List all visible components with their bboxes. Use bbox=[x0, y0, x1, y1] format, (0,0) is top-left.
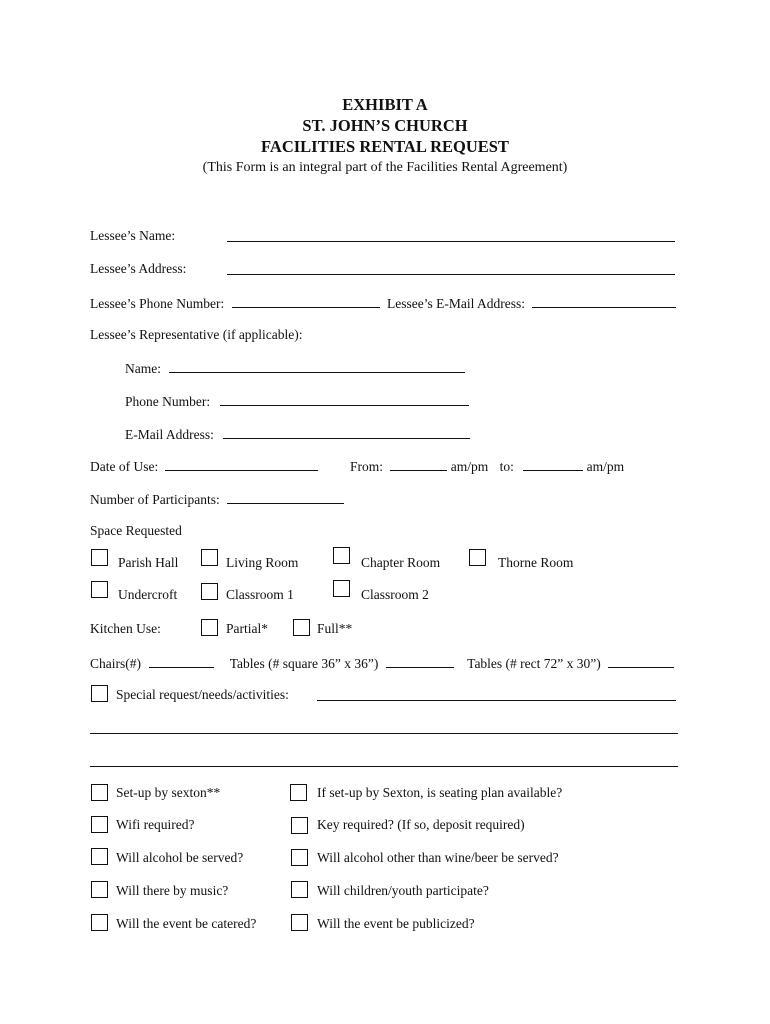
church-name: ST. JOHN’S CHURCH bbox=[302, 116, 468, 135]
date-row bbox=[90, 457, 318, 475]
form-header bbox=[0, 94, 770, 177]
date-field[interactable] bbox=[165, 457, 318, 471]
classroom2-label: Classroom 2 bbox=[361, 587, 429, 602]
kitchen-partial-label: Partial* bbox=[226, 621, 268, 636]
seating-plan-label: If set-up by Sexton, is seating plan available? bbox=[317, 785, 563, 800]
form-subtitle: (This Form is an integral part of the Facilities Rental Agreement) bbox=[202, 160, 568, 175]
chapter-room-label: Chapter Room bbox=[361, 555, 441, 570]
rep-name-label: Name: bbox=[125, 361, 161, 376]
alcohol-label: Will alcohol be served? bbox=[116, 850, 244, 865]
lessee-phone-label: Lessee’s Phone Number: bbox=[90, 296, 225, 311]
space-requested-label: Space Requested bbox=[90, 523, 182, 538]
rep-name-row bbox=[125, 359, 465, 377]
to-ampm: am/pm bbox=[586, 459, 625, 474]
rep-email-label: E-Mail Address: bbox=[125, 427, 214, 442]
key-label: Key required? (If so, deposit required) bbox=[317, 817, 525, 832]
rep-phone-row bbox=[125, 392, 469, 410]
chairs-label: Chairs(#) bbox=[90, 656, 141, 671]
alcohol-checkbox[interactable] bbox=[91, 848, 108, 865]
form-title: FACILITIES RENTAL REQUEST bbox=[261, 137, 509, 156]
thorne-room-label: Thorne Room bbox=[498, 555, 574, 570]
wifi-label: Wifi required? bbox=[116, 817, 195, 832]
catered-checkbox[interactable] bbox=[91, 914, 108, 931]
special-request-label: Special request/needs/activities: bbox=[116, 687, 289, 702]
classroom2-checkbox[interactable] bbox=[333, 580, 350, 597]
thorne-room-checkbox[interactable] bbox=[469, 549, 486, 566]
to-time-field[interactable] bbox=[523, 457, 583, 471]
kitchen-full-label: Full** bbox=[317, 621, 353, 636]
alcohol-other-checkbox[interactable] bbox=[291, 849, 308, 866]
time-row bbox=[350, 457, 624, 475]
music-label: Will there by music? bbox=[116, 883, 229, 898]
lessee-name-label: Lessee’s Name: bbox=[90, 228, 176, 243]
chapter-room-checkbox[interactable] bbox=[333, 547, 350, 564]
key-checkbox[interactable] bbox=[291, 817, 308, 834]
lessee-email-field[interactable] bbox=[532, 294, 676, 308]
classroom1-checkbox[interactable] bbox=[201, 583, 218, 600]
lessee-name-field[interactable] bbox=[227, 241, 675, 242]
from-ampm: am/pm bbox=[450, 459, 489, 474]
exhibit-title: EXHIBIT A bbox=[342, 95, 428, 114]
from-label: From: bbox=[350, 459, 384, 474]
lessee-contact-row bbox=[90, 294, 676, 312]
special-request-line-3[interactable] bbox=[90, 766, 678, 767]
rep-phone-field[interactable] bbox=[220, 392, 469, 406]
lessee-address-label: Lessee’s Address: bbox=[90, 261, 187, 276]
setup-sexton-label: Set-up by sexton** bbox=[116, 785, 221, 800]
from-time-field[interactable] bbox=[390, 457, 447, 471]
kitchen-partial-checkbox[interactable] bbox=[201, 619, 218, 636]
children-label: Will children/youth participate? bbox=[317, 883, 489, 898]
seating-plan-checkbox[interactable] bbox=[290, 784, 307, 801]
setup-sexton-checkbox[interactable] bbox=[91, 784, 108, 801]
tables-square-field[interactable] bbox=[386, 654, 454, 668]
parish-hall-checkbox[interactable] bbox=[91, 549, 108, 566]
special-request-field[interactable] bbox=[317, 700, 676, 701]
tables-rect-field[interactable] bbox=[608, 654, 674, 668]
chairs-field[interactable] bbox=[149, 654, 214, 668]
publicized-label: Will the event be publicized? bbox=[317, 916, 475, 931]
participants-field[interactable] bbox=[227, 490, 344, 504]
representative-label: Lessee’s Representative (if applicable): bbox=[90, 327, 303, 342]
wifi-checkbox[interactable] bbox=[91, 816, 108, 833]
special-request-checkbox[interactable] bbox=[91, 685, 108, 702]
tables-rect-label: Tables (# rect 72” x 30”) bbox=[467, 656, 601, 671]
living-room-label: Living Room bbox=[226, 555, 299, 570]
participants-label: Number of Participants: bbox=[90, 492, 220, 507]
lessee-phone-field[interactable] bbox=[232, 294, 380, 308]
undercroft-label: Undercroft bbox=[118, 587, 178, 602]
furniture-row bbox=[90, 654, 674, 672]
rep-phone-label: Phone Number: bbox=[125, 394, 211, 409]
kitchen-full-checkbox[interactable] bbox=[293, 619, 310, 636]
rep-email-field[interactable] bbox=[223, 425, 470, 439]
kitchen-use-label: Kitchen Use: bbox=[90, 621, 161, 636]
living-room-checkbox[interactable] bbox=[201, 549, 218, 566]
to-label: to: bbox=[499, 459, 514, 474]
special-request-line-2[interactable] bbox=[90, 733, 678, 734]
parish-hall-label: Parish Hall bbox=[118, 555, 179, 570]
lessee-address-field[interactable] bbox=[227, 274, 675, 275]
children-checkbox[interactable] bbox=[291, 881, 308, 898]
rep-name-field[interactable] bbox=[169, 359, 465, 373]
rep-email-row bbox=[125, 425, 470, 443]
alcohol-other-label: Will alcohol other than wine/beer be served? bbox=[317, 850, 559, 865]
undercroft-checkbox[interactable] bbox=[91, 581, 108, 598]
lessee-email-label: Lessee’s E-Mail Address: bbox=[386, 296, 525, 311]
catered-label: Will the event be catered? bbox=[116, 916, 257, 931]
date-label: Date of Use: bbox=[90, 459, 159, 474]
classroom1-label: Classroom 1 bbox=[226, 587, 294, 602]
tables-square-label: Tables (# square 36” x 36”) bbox=[229, 656, 379, 671]
participants-row bbox=[90, 490, 344, 508]
music-checkbox[interactable] bbox=[91, 881, 108, 898]
publicized-checkbox[interactable] bbox=[291, 914, 308, 931]
